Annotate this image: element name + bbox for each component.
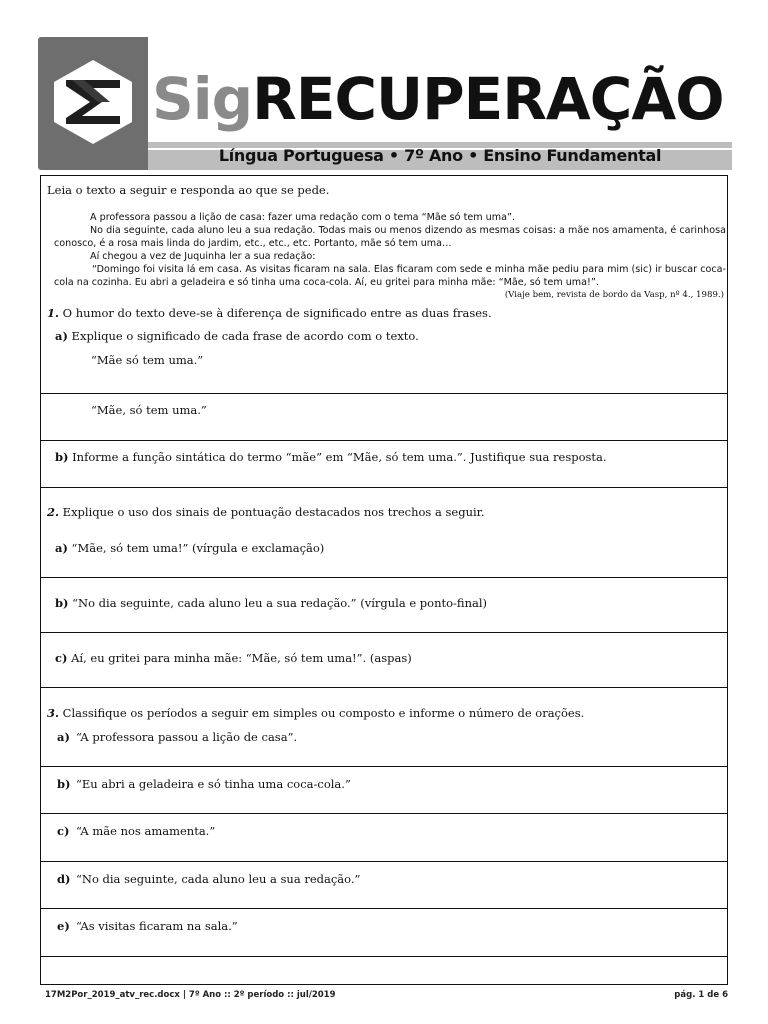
question-3d-text: “No dia seguinte, cada aluno leu a sua redação.”: [76, 872, 361, 886]
question-2b-text: “No dia seguinte, cada aluno leu a sua redação.” (vírgula e ponto-final): [68, 596, 488, 610]
answer-divider: [40, 813, 728, 814]
question-2a: [55, 541, 324, 555]
question-3b: [57, 777, 351, 791]
question-3d-label: d): [57, 872, 71, 886]
answer-divider: [40, 440, 728, 441]
question-3c: [57, 824, 215, 838]
question-3e: [57, 919, 238, 933]
question-1b-label: b): [55, 450, 69, 464]
question-1-phrase-1: “Mãe só tem uma.”: [91, 353, 204, 367]
question-2-number: 2.: [47, 505, 60, 519]
question-2b-label: b): [55, 596, 69, 610]
question-3c-label: c): [57, 824, 70, 838]
brand-recuperacao: RECUPERAÇÃO: [252, 65, 724, 133]
question-3a-label: a): [57, 730, 70, 744]
question-3e-text: “As visitas ficaram na sala.”: [76, 919, 238, 933]
answer-divider: [40, 577, 728, 578]
answer-divider: [40, 487, 728, 488]
answer-divider: [40, 393, 728, 394]
answer-divider: [40, 766, 728, 767]
question-1a-label: a): [55, 329, 68, 343]
question-3b-label: b): [57, 777, 71, 791]
question-3a: [57, 730, 297, 744]
question-2c-label: c): [55, 651, 68, 665]
brand-sig: Sig: [152, 65, 253, 133]
question-2c: [55, 651, 412, 665]
question-3d: [57, 872, 360, 886]
question-1b: [55, 450, 607, 464]
intro-instruction: Leia o texto a seguir e responda ao que se pede.: [47, 183, 330, 197]
question-2-text: Explique o uso dos sinais de pontuação destacados nos trechos a seguir.: [59, 505, 485, 519]
question-1b-text: Informe a função sintática do termo “mãe” em “Mãe, só tem uma.”. Justifique sua resposta.: [68, 450, 607, 464]
brand-title: [152, 65, 724, 133]
footer-page-number: pág. 1 de 6: [674, 990, 728, 1000]
answer-divider: [40, 632, 728, 633]
question-2-stem: [47, 505, 485, 519]
answer-divider: [40, 956, 728, 957]
sigma-logo-icon: [50, 58, 136, 146]
subject-subtitle: Língua Portuguesa • 7º Ano • Ensino Fundamental: [218, 146, 662, 165]
question-3c-text: “A mãe nos amamenta.”: [76, 824, 216, 838]
text-paragraph-3: Aí chegou a vez de Juquinha ler a sua redação:: [90, 251, 316, 262]
question-2b: [55, 596, 487, 610]
question-3-stem: [47, 706, 584, 720]
text-paragraph-4: “Domingo foi visita lá em casa. As visitas ficaram na sala. Elas ficaram com sede e minha mãe pediu para mim (sic) ir buscar coca-cola na cozinha. Eu abri a geladeira e só tinha uma coca-cola. Aí, eu gritei para minha mãe: “Mãe, só tem uma!”.: [54, 264, 726, 288]
question-1a: [55, 329, 419, 343]
question-3-text: Classifique os períodos a seguir em simples ou composto e informe o número de orações.: [59, 706, 585, 720]
question-1-stem: [47, 306, 492, 320]
footer-file-info: 17M2Por_2019_atv_rec.docx | 7º Ano :: 2º período :: jul/2019: [45, 990, 336, 1000]
text-paragraph-1: A professora passou a lição de casa: fazer uma redação com o tema “Mãe só tem uma”.: [90, 212, 515, 223]
question-2c-text: Aí, eu gritei para minha mãe: “Mãe, só tem uma!”. (aspas): [67, 651, 412, 665]
question-1a-text: Explique o significado de cada frase de acordo com o texto.: [67, 329, 419, 343]
text-source: (Viaje bem, revista de bordo da Vasp, nº 4., 1989.): [504, 290, 724, 300]
question-3-number: 3.: [47, 706, 60, 720]
question-1-number: 1.: [47, 306, 60, 320]
answer-divider: [40, 908, 728, 909]
answer-divider: [40, 861, 728, 862]
answer-divider: [40, 687, 728, 688]
question-3b-text: “Eu abri a geladeira e só tinha uma coca-cola.”: [76, 777, 351, 791]
question-1-text: O humor do texto deve-se à diferença de significado entre as duas frases.: [59, 306, 492, 320]
header-tab: [148, 37, 732, 46]
question-3e-label: e): [57, 919, 70, 933]
question-3a-text: “A professora passou a lição de casa”.: [76, 730, 298, 744]
question-2a-text: “Mãe, só tem uma!” (vírgula e exclamação): [67, 541, 325, 555]
text-paragraph-2: No dia seguinte, cada aluno leu a sua redação. Todas mais ou menos dizendo as mesmas coisas: a mãe nos amamenta, é carinhosa conosco, é a rosa mais linda do jardim, etc., etc., etc. Portanto, mãe só tem uma…: [54, 225, 726, 249]
question-2a-label: a): [55, 541, 68, 555]
question-1-phrase-2: “Mãe, só tem uma.”: [91, 403, 207, 417]
